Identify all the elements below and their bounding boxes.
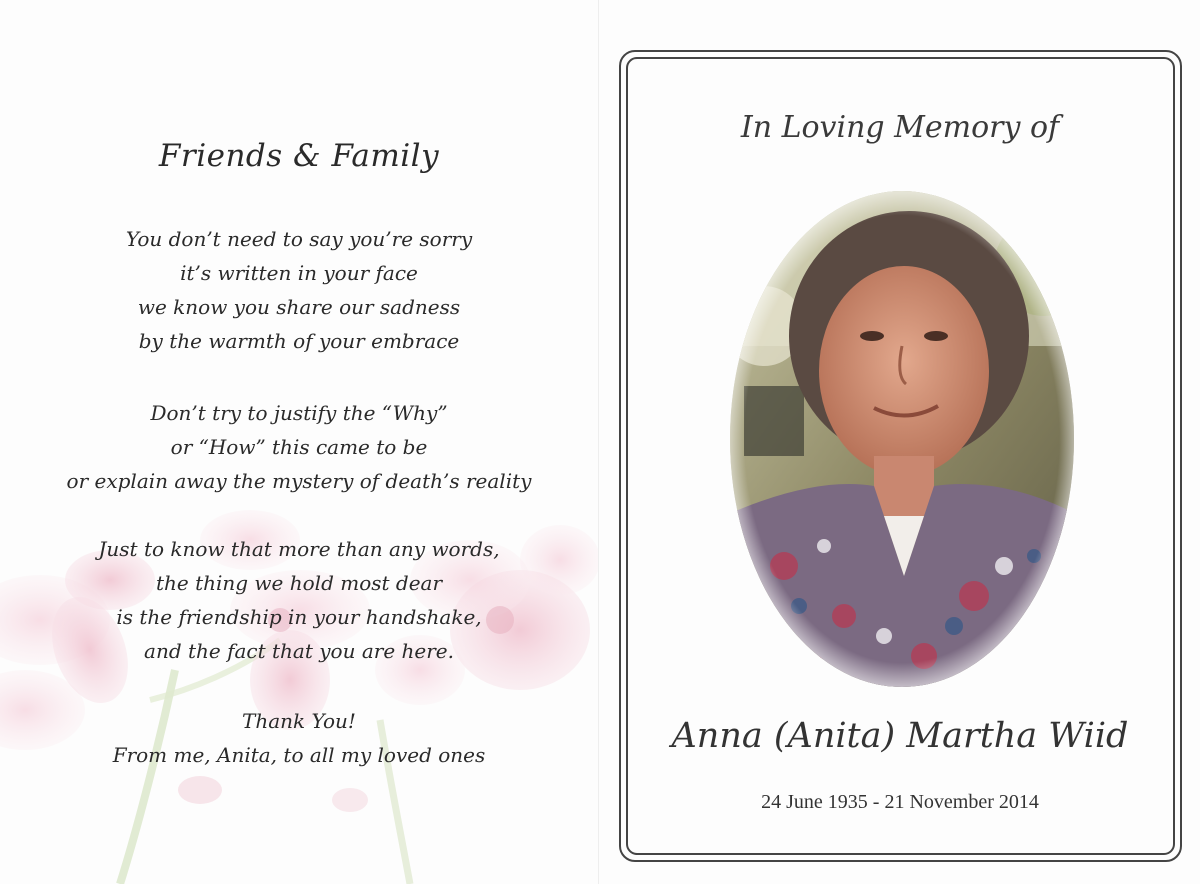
poem-line: Thank You! (242, 709, 356, 733)
stanza (0, 532, 598, 668)
right-page (600, 0, 1200, 884)
poem-line: or “How” this came to be (170, 435, 428, 459)
poem-line: Just to know that more than any words, (98, 537, 500, 561)
memory-heading: In Loving Memory of (740, 110, 1060, 145)
poem-line: and the fact that you are here. (144, 639, 454, 663)
fold-line (598, 0, 599, 884)
poem-title: Friends & Family (158, 138, 440, 174)
deceased-name: Anna (Anita) Martha Wiid (671, 716, 1129, 756)
poem-line: the thing we hold most dear (155, 571, 443, 595)
poem-line: we know you share our sadness (137, 295, 461, 319)
left-page (0, 0, 598, 884)
poem-line: is the friendship in your handshake, (116, 605, 482, 629)
poem-line: You don’t need to say you’re sorry (125, 227, 473, 251)
closing (0, 704, 598, 772)
stanza (0, 222, 598, 358)
poem-line: or explain away the mystery of death’s reality (66, 469, 532, 493)
poem-line: by the warmth of your embrace (138, 329, 460, 353)
poem-line: Don’t try to justify the “Why” (150, 401, 448, 425)
oval-portrait-photo (724, 186, 1080, 692)
life-dates: 24 June 1935 - 21 November 2014 (761, 791, 1039, 813)
poem-line: From me, Anita, to all my loved ones (112, 743, 486, 767)
stanza (0, 396, 598, 498)
poem-line: it’s written in your face (180, 261, 418, 285)
